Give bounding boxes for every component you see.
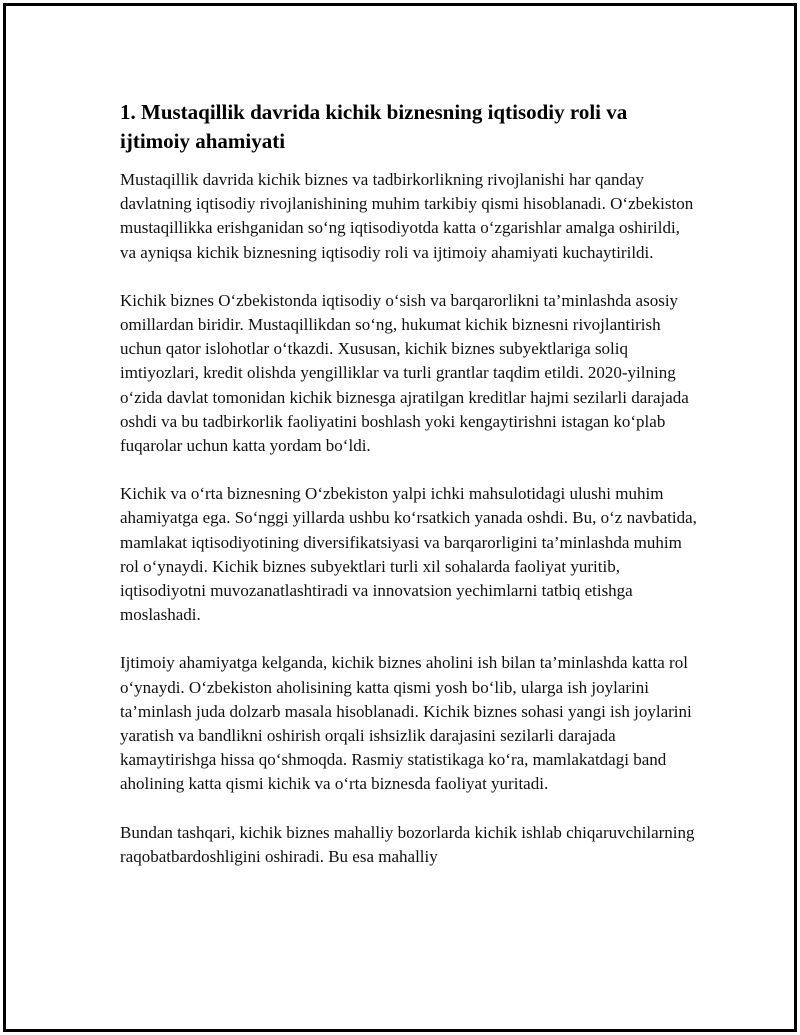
paragraph-1: Mustaqillik davrida kichik biznes va tadbirkorlikning rivojlanishi har qanday davlatning iqtisodiy rivojlanishining muhim tarkibiy qismi hisoblanadi. O‘zbekiston mustaqillikka erishganidan so‘ng iqtisodiyotda katta o‘zgarishlar amalga oshirildi, va ayniqsa kichik biznesning iqtisodiy roli va ijtimoiy ahamiyati kuchaytirildi. bbox=[120, 170, 694, 262]
page-frame bbox=[3, 3, 797, 1032]
paragraph-3: Kichik va o‘rta biznesning O‘zbekiston yalpi ichki mahsulotidagi ulushi muhim ahamiyatga ega. So‘nggi yillarda ushbu ko‘rsatkich yanada oshdi. Bu, o‘z navbatida, mamlakat iqtisodiyotining diversifikatsiyasi va barqarorligini ta’minlashda muhim rol o‘ynaydi. Kichik biznes subyektlari turli xil sohalarda faoliyat yuritib, iqtisodiyotni muvozanatlashtiradi va innovatsion yechimlarni tatbiq etishga moslashadi. bbox=[120, 484, 697, 625]
paragraph-4: Ijtimoiy ahamiyatga kelganda, kichik biznes aholini ish bilan ta’minlashda katta rol o‘ynaydi. O‘zbekiston aholisining katta qismi yosh bo‘lib, ularga ish joylarini ta’minlash juda dolzarb masala hisoblanadi. Kichik biznes sohasi yangi ish joylarini yaratish va bandlikni oshirish orqali ishsizlik darajasini sezilarli darajada kamaytirishga hissa qo‘shmoqda. Rasmiy statistikaga ko‘ra, mamlakatdagi band aholining katta qismi kichik va o‘rta biznesda faoliyat yuritadi. bbox=[120, 653, 692, 794]
paragraph-5: Bundan tashqari, kichik biznes mahalliy bozorlarda kichik ishlab chiqaruvchilarning raqobatbardoshligini oshiradi. Bu esa mahalliy bbox=[120, 822, 695, 866]
document-body bbox=[120, 98, 700, 893]
paragraph-2: Kichik biznes O‘zbekistonda iqtisodiy o‘sish va barqarorlikni ta’minlashda asosiy omillardan biridir. Mustaqillikdan so‘ng, hukumat kichik biznesni rivojlantirish uchun qator islohotlar o‘tkazdi. Xususan, kichik biznes subyektlariga soliq imtiyozlari, kredit olishda yengilliklar va turli grantlar taqdim etildi. 2020-yilning o‘zida davlat tomonidan kichik biznesga ajratilgan kreditlar hajmi sezilarli darajada oshdi va bu tadbirkorlik faoliyatini boshlash yoki kengaytirishni istagan ko‘plab fuqarolar uchun katta yordam bo‘ldi. bbox=[120, 290, 689, 456]
section-heading: 1. Mustaqillik davrida kichik biznesning iqtisodiy roli va ijtimoiy ahamiyati bbox=[120, 100, 628, 153]
